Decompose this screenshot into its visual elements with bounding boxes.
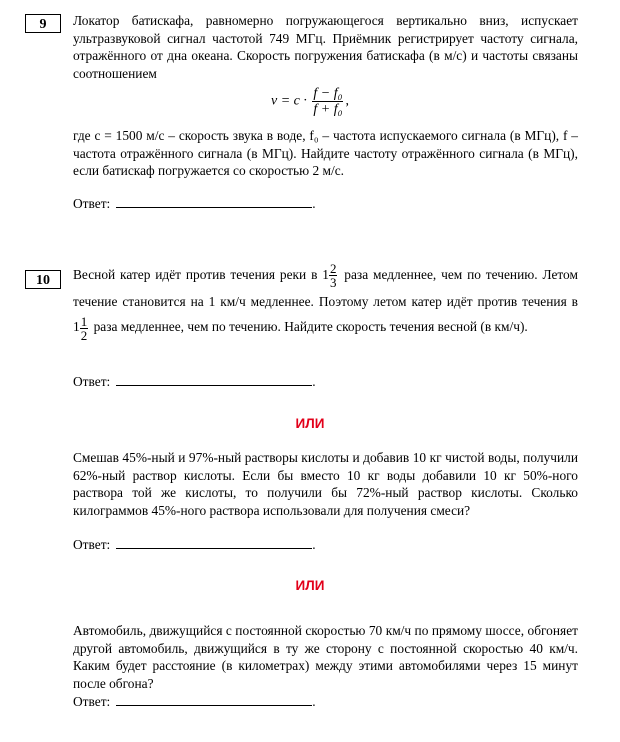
answer-label: Ответ: [73,694,111,709]
alt-1-text: Смешав 45%-ный и 97%-ный растворы кислоты и добавив 10 кг чистой воды, получили 62%-ный раствор кислоты. Если бы вместо 10 кг воды добавили 10 кг 50%-ного раствора той же кислоты, то получили бы 72%-ный раствор кислоты. Сколько килограммов 45%-ного раствора использовали для получения смеси? [73,450,578,518]
answer-field[interactable] [116,693,312,706]
task-9-intro: Локатор батискафа, равномерно погружающегося вертикально вниз, испускает ультразвуковой сигнал частотой 749 МГц. Приёмник регистрирует частоту сигнала, отражённого от дна океана. Скорость погружения батискафа (в м/с) и частоты связаны соотношением [73,13,578,81]
task-10-part2: раза медленнее, чем по течению. Летом течение становится на 1 км/ч медленнее. Поэтому летом катер идёт против течения в [73,267,578,310]
answer-label: Ответ: [73,537,111,552]
task-10-number: 10 [25,270,61,289]
mixed-number-1 [322,261,339,291]
answer-end: . [312,374,316,389]
answer-field[interactable] [116,536,312,549]
task-9-number: 9 [25,14,61,33]
formula-lhs: v = c · [271,93,307,109]
answer-label: Ответ: [73,196,111,211]
task-10-answer [73,373,316,390]
mixed-1-num: 2 [329,261,337,277]
mixed-1-fraction [329,262,338,289]
task-9-body: где c = 1500 м/с – скорость звука в воде, f₀ – частота испускаемого сигнала (в МГц), f – частота отражённого сигнала (в МГц). Найдите частоту отражённого сигнала (в МГц), если батискаф погружается со скоростью 2 м/с. [73,128,578,179]
mixed-2-den: 2 [80,327,88,343]
formula-fraction [312,86,343,117]
task-10-part1: Весной катер идёт против течения реки в [73,267,318,282]
formula-numerator: f − f₀ [313,86,343,101]
alt-2-answer [73,693,316,710]
answer-field[interactable] [116,195,312,208]
answer-end: . [312,694,316,709]
task-10-part3: раза медленнее, чем по течению. Найдите скорость течения весной (в км/ч). [93,319,528,335]
answer-end: . [312,537,316,552]
answer-field[interactable] [116,373,312,386]
mixed-number-2 [73,313,90,343]
answer-label: Ответ: [73,374,111,389]
alt-1-answer [73,536,316,553]
mixed-2-whole: 1 [73,319,80,335]
or-separator-2: ИЛИ [295,578,325,593]
mixed-1-den: 3 [329,275,337,291]
task-10-text [73,262,578,342]
answer-end: . [312,196,316,211]
alt-2-text: Автомобиль, движущийся с постоянной скоростью 70 км/ч по прямому шоссе, обгоняет другой автомобиль, движущийся в ту же сторону с постоянной скоростью 40 км/ч. Каким будет расстояние (в километрах) между этими автомобилями через 15 минут после обгона? [73,623,578,691]
formula-denominator: f + f₀ [313,102,343,117]
task-9-formula [0,86,620,117]
or-separator-1: ИЛИ [295,416,325,431]
mixed-2-fraction [80,315,89,342]
mixed-2-num: 1 [80,313,88,329]
mixed-1-whole: 1 [322,267,329,282]
formula-tail: , [345,93,349,109]
task-9-answer [73,195,316,212]
